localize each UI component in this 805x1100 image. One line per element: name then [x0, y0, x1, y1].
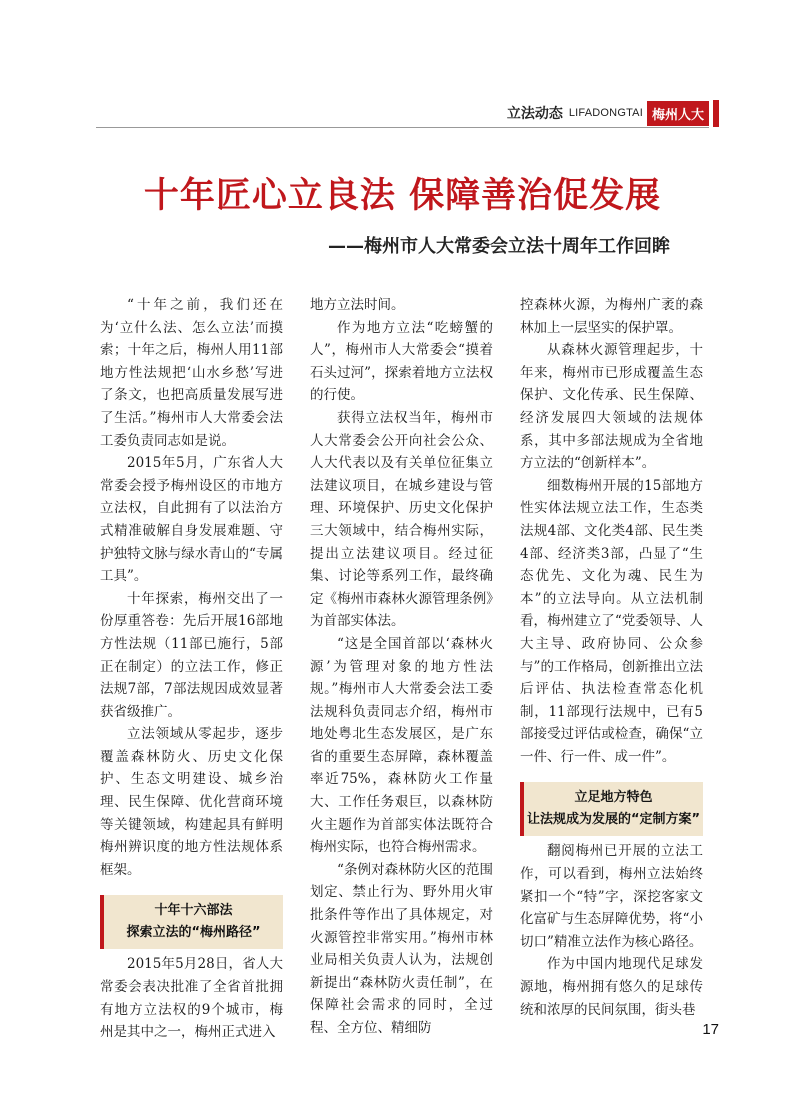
paragraph: 2015年5月28日，省人大常委会表决批准了全省首批拥有地方立法权的9个城市，梅州是其中之一，梅州正式进入 [100, 956, 283, 1041]
paragraph: 十年探索，梅州交出了一份厚重答卷：先后开展16部地方性法规（11部已施行，5部正在制定）的立法工作，修正法规7部，7部法规因成效显著获省级推广。 [100, 590, 283, 720]
article-title: 十年匠心立良法 保障善治促发展 [143, 176, 662, 216]
header-divider [96, 127, 709, 128]
paragraph: “条例对森林防火区的范围划定、禁止行为、野外用火审批条件等作出了具体规定，对火源管控非常实用。”梅州市林业局相关负责人认为，法规创新提出“森林防火责任制”，在保障社会需求的同时，全过程、全方位、精细防 [310, 861, 493, 1036]
paragraph: 细数梅州开展的15部地方性实体法规立法工作，生态类法规4部、文化类4部、民生类4部、经济类3部，凸显了“生态优先、文化为魂、民生为本”的立法导向。从立法机制看，梅州建立了“党委领导、人大主导、政府协同、公众参与”的工作格局，创新推出立法后评估、执法检查常态化机制，11部现行法规中，已有5部接受过评估或检查，确保“立一件、行一件、成一件”。 [520, 477, 703, 765]
text-column-1 [100, 294, 283, 1044]
running-header [507, 100, 709, 126]
paragraph: “这是全国首部以‘森林火源’为管理对象的地方性法规。”梅州市人大常委会法工委法规科负责同志介绍，梅州市地处粤北生态发展区，是广东省的重要生态屏障，森林覆盖率近75%，森林防火工作量大、工作任务艰巨，以森林防火主题作为首部实体法既符合梅州实际，也符合梅州需求。 [310, 635, 493, 856]
section-label: 立法动态 [506, 106, 563, 122]
section-heading-line1: 十年十六部法 [154, 903, 233, 919]
paragraph: 从森林火源管理起步，十年来，梅州市已形成覆盖生态保护、文化传承、民生保障、经济发展四大领域的法规体系，其中多部法规成为全省地方立法的“创新样本”。 [520, 342, 703, 472]
text-column-2 [310, 294, 493, 1040]
paragraph: 作为地方立法“吃螃蟹的人”，梅州市人大常委会“摸着石头过河”，探索着地方立法权的行使。 [310, 319, 493, 404]
text-column-3 [520, 294, 703, 1021]
article-subtitle: ——梅州市人大常委会立法十周年工作回眸 [328, 236, 670, 257]
paragraph: 获得立法权当年，梅州市人大常委会公开向社会公众、人大代表以及有关单位征集立法建议项目，在城乡建设与管理、环境保护、历史文化保护三大领域中，结合梅州实际，提出立法建议项目。经过征集、讨论等系列工作，最终确定《梅州市森林火源管理条例》为首部实体法。 [310, 409, 493, 630]
header-accent-bar [713, 100, 719, 127]
section-heading-box [520, 782, 703, 836]
paragraph: 2015年5月，广东省人大常委会授予梅州设区的市地方立法权，自此拥有了以法治方式精准破解自身发展难题、守护独特文脉与绿水青山的“专属工具”。 [100, 455, 283, 585]
paragraph: 翻阅梅州已开展的立法工作，可以看到，梅州立法始终紧扣一个“特”字，深挖客家文化富矿与生态屏障优势，将“小切口”精准立法作为核心路径。 [520, 843, 703, 950]
page-number: 17 [702, 1021, 719, 1038]
brand-badge: 梅州人大 [647, 101, 709, 126]
paragraph: 地方立法时间。 [310, 297, 405, 313]
section-heading-line2: 让法规成为发展的“定制方案” [526, 812, 701, 828]
paragraph: 立法领域从零起步，逐步覆盖森林防火、历史文化保护、生态文明建设、城乡治理、民生保障、优化营商环境等关键领域，构建起具有鲜明梅州辨识度的地方性法规体系框架。 [100, 726, 283, 878]
paragraph: “十年之前，我们还在为‘立什么法、怎么立法’而摸索；十年之后，梅州人用11部地方性法规把‘山水乡愁’写进了条文，也把高质量发展写进了生活。”梅州市人大常委会法工委负责同志如是说。 [100, 297, 283, 449]
section-pinyin: LIFADONGTAI [568, 107, 643, 119]
paragraph: 控森林火源，为梅州广袤的森林加上一层坚实的保护罩。 [520, 297, 703, 336]
section-heading-box [100, 895, 283, 949]
section-heading-line2: 探索立法的“梅州路径” [126, 925, 261, 941]
section-heading-line1: 立足地方特色 [574, 790, 653, 806]
paragraph: 作为中国内地现代足球发源地，梅州拥有悠久的足球传统和浓厚的民间氛围，街头巷 [520, 956, 703, 1018]
